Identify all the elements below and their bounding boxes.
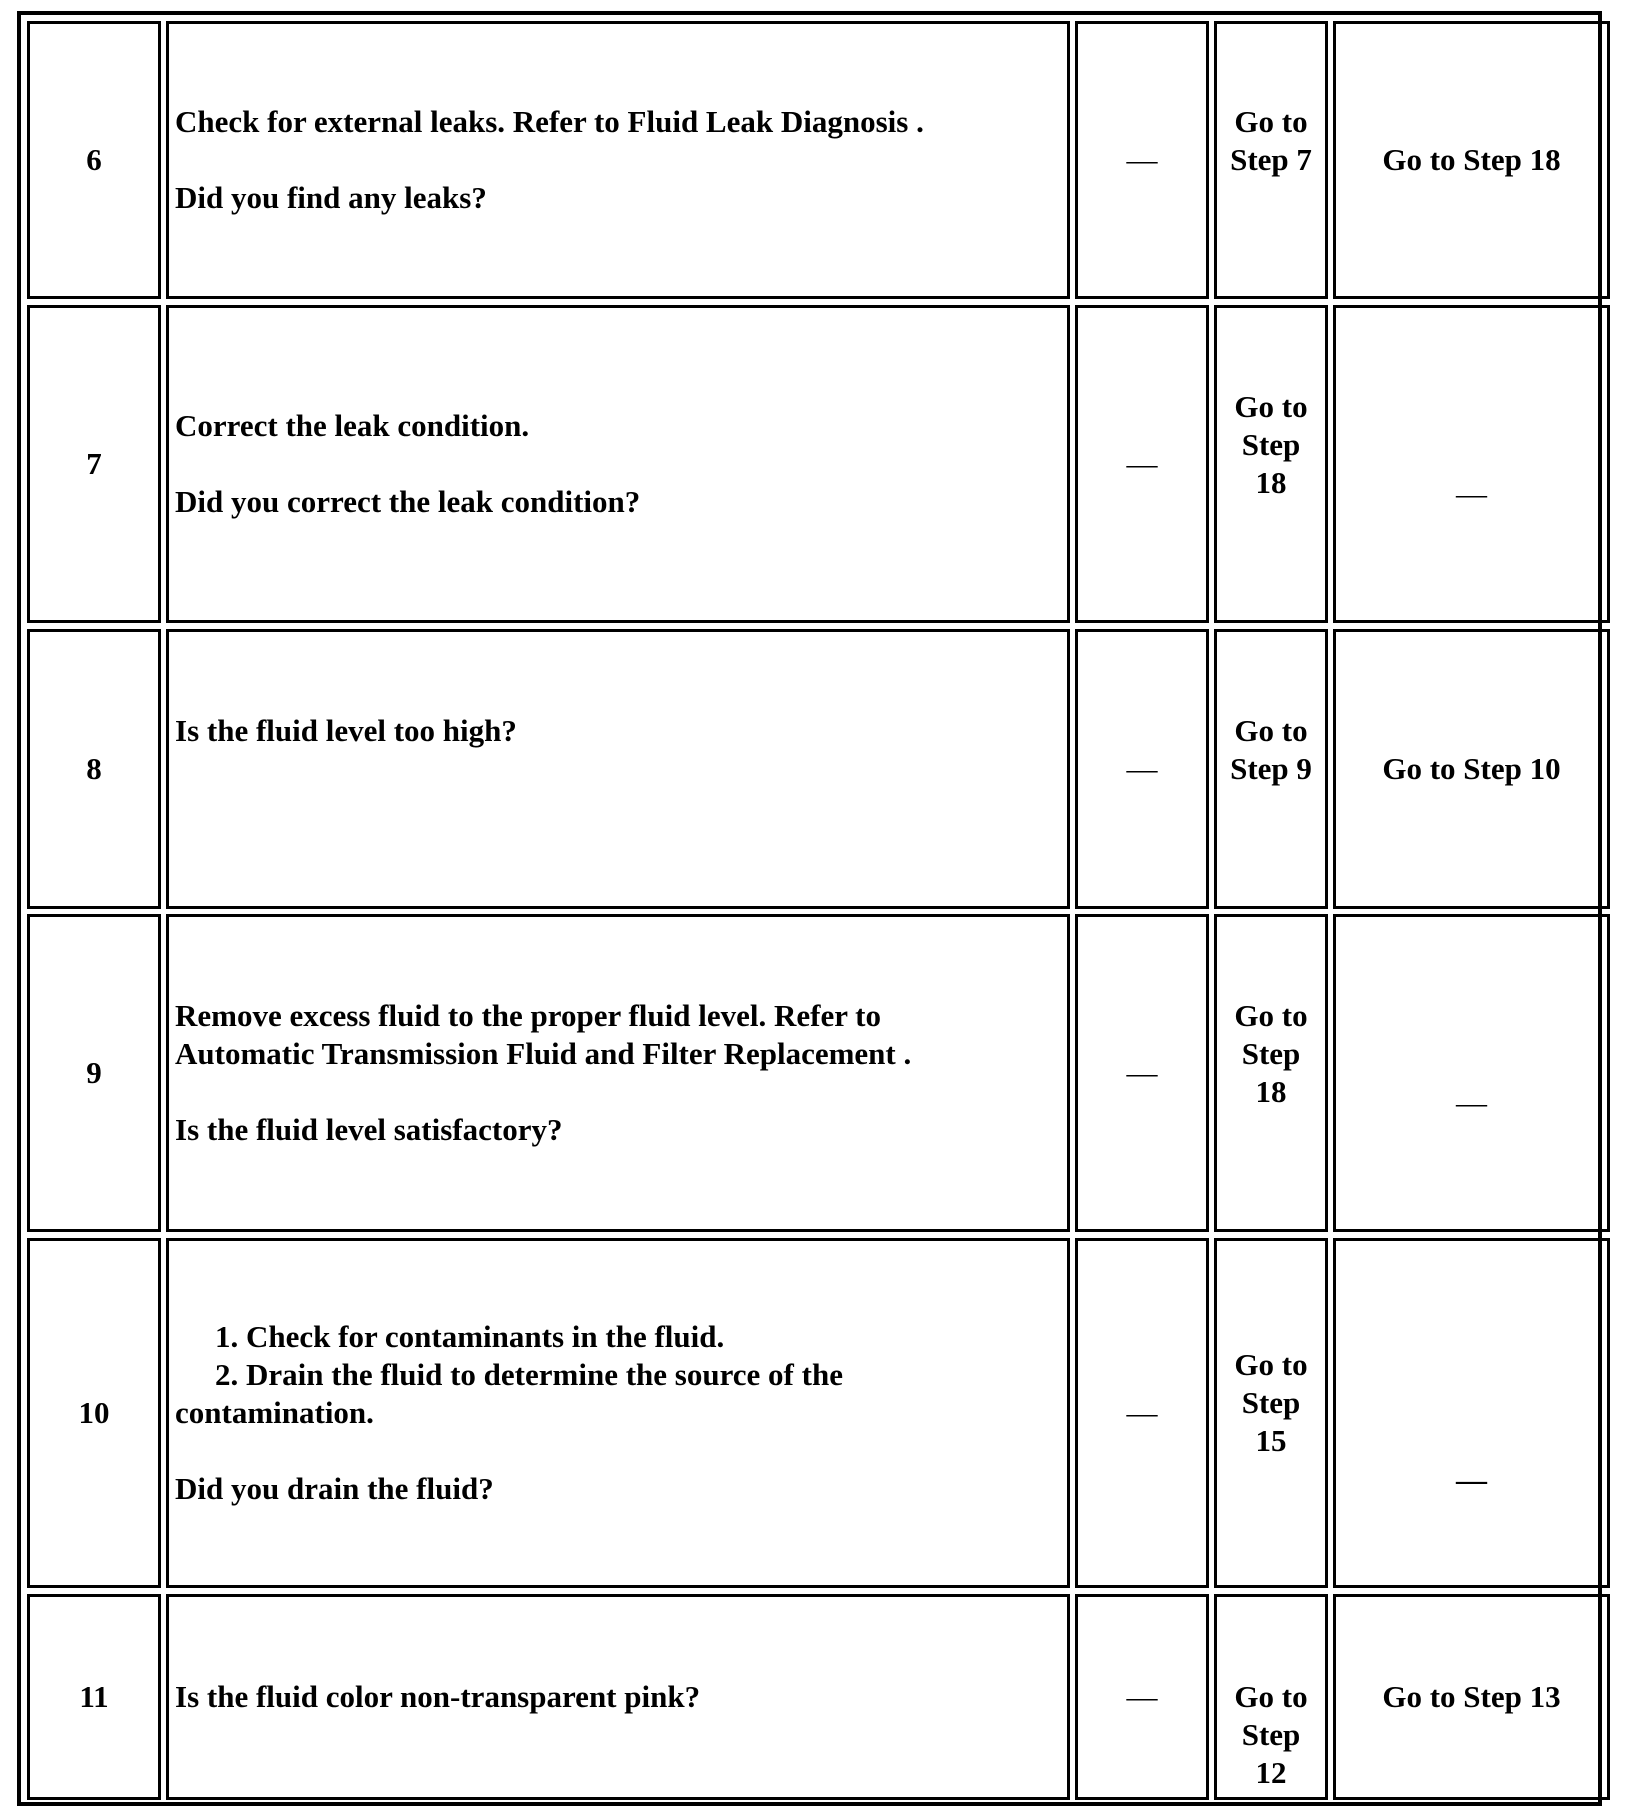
yes-cell [1214, 21, 1328, 299]
action-text: Correct the leak condition. [175, 408, 530, 443]
no-action: Go to Step 13 [1382, 1679, 1561, 1714]
yes-cell [1214, 1238, 1328, 1588]
value-cell [1075, 21, 1209, 299]
question-text: Is the fluid color non-transparent pink? [175, 1679, 701, 1714]
step-number-cell [27, 305, 161, 623]
step-number-cell [27, 1238, 161, 1588]
yes-action: Go to Step 7 [1230, 104, 1312, 177]
action-text: Automatic Transmission Fluid and Filter Replacement . [175, 1036, 912, 1071]
yes-cell [1214, 305, 1328, 623]
action-cell [166, 1238, 1070, 1588]
step-number: 7 [86, 446, 102, 481]
no-action: — [1456, 1462, 1487, 1497]
no-cell [1333, 914, 1610, 1232]
no-action: — [1456, 476, 1487, 511]
action-cell [166, 21, 1070, 299]
step-number: 6 [86, 142, 102, 177]
step-number: 10 [78, 1395, 110, 1430]
question-text: Did you drain the fluid? [175, 1471, 494, 1506]
action-cell [166, 629, 1070, 909]
value-cell [1075, 305, 1209, 623]
no-action: — [1456, 1085, 1487, 1120]
no-cell [1333, 305, 1610, 623]
value-text: — [1126, 446, 1158, 481]
value-cell [1075, 1594, 1209, 1800]
value-text: — [1126, 1679, 1158, 1714]
step-number: 9 [86, 1055, 102, 1090]
no-cell [1333, 1594, 1610, 1800]
yes-action: Go to Step 18 [1234, 998, 1308, 1109]
value-cell [1075, 629, 1209, 909]
question-text: Is the fluid level satisfactory? [175, 1112, 563, 1147]
no-cell [1333, 21, 1610, 299]
yes-cell [1214, 914, 1328, 1232]
action-text: Remove excess fluid to the proper fluid level. Refer to [175, 998, 881, 1033]
no-cell [1333, 629, 1610, 909]
action-text: Check for external leaks. Refer to Fluid Leak Diagnosis . [175, 104, 924, 139]
value-cell [1075, 914, 1209, 1232]
step-number-cell [27, 21, 161, 299]
question-text: Did you find any leaks? [175, 180, 487, 215]
yes-cell [1214, 629, 1328, 909]
diagnostic-table [17, 11, 1602, 1806]
yes-cell [1214, 1594, 1328, 1800]
action-cell [166, 305, 1070, 623]
yes-action: Go to Step 12 [1234, 1679, 1308, 1790]
question-text: Is the fluid level too high? [175, 713, 517, 748]
value-text: — [1126, 751, 1158, 786]
action-cell [166, 1594, 1070, 1800]
step-number-cell [27, 914, 161, 1232]
action-cell [166, 914, 1070, 1232]
yes-action: Go to Step 15 [1234, 1347, 1308, 1458]
value-text: — [1126, 1055, 1158, 1090]
no-action: Go to Step 18 [1382, 142, 1561, 177]
no-action: Go to Step 10 [1382, 751, 1561, 786]
step-number-cell [27, 629, 161, 909]
step-number: 8 [86, 751, 102, 786]
step-number-cell [27, 1594, 161, 1800]
list-item: 1. Check for contaminants in the fluid. [215, 1319, 725, 1354]
value-cell [1075, 1238, 1209, 1588]
value-text: — [1126, 142, 1158, 177]
yes-action: Go to Step 9 [1230, 713, 1312, 786]
list-item: 2. Drain the fluid to determine the source of the [215, 1357, 843, 1392]
yes-action: Go to Step 18 [1234, 389, 1308, 500]
value-text: — [1126, 1395, 1158, 1430]
step-number: 11 [79, 1679, 109, 1714]
list-item-continuation: contamination. [175, 1395, 374, 1430]
no-cell [1333, 1238, 1610, 1588]
question-text: Did you correct the leak condition? [175, 484, 641, 519]
